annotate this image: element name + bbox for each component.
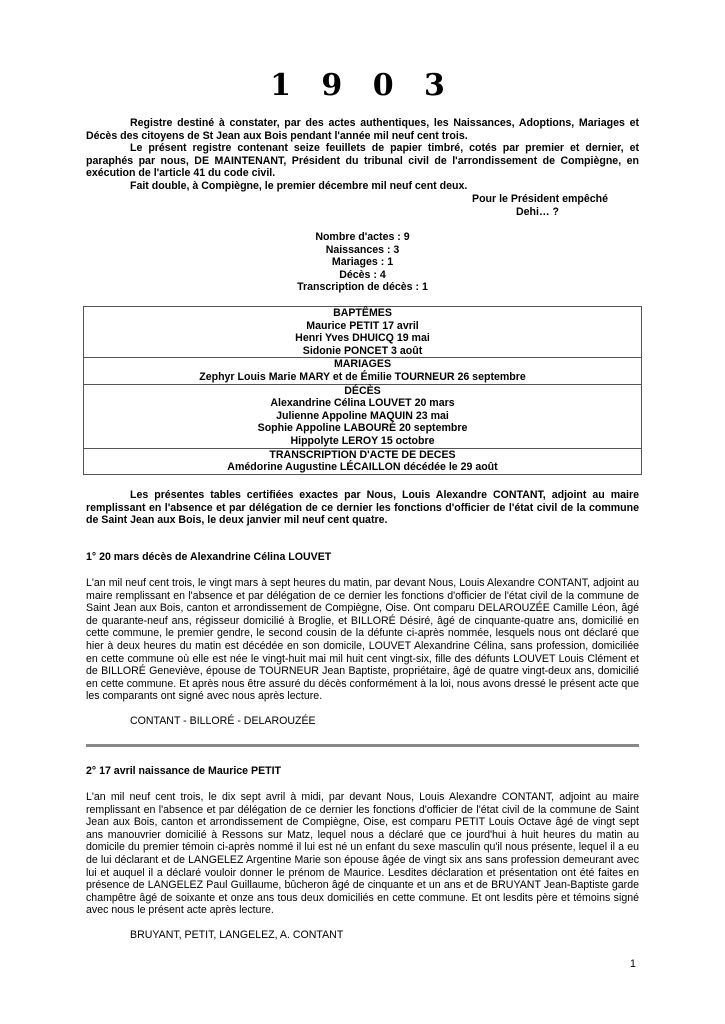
acte2-heading: 2° 17 avril naissance de Maurice PETIT xyxy=(86,765,282,777)
table-entry: Sophie Appoline LABOURÉ 20 septembre xyxy=(257,422,468,435)
page-number: 1 xyxy=(630,958,636,970)
table-entry: Zephyr Louis Marie MARY et de Émilie TOURNEUR 26 septembre xyxy=(199,370,526,383)
section-heading-baptemes: BAPTÊMES xyxy=(333,307,392,319)
table-row xyxy=(84,358,642,384)
table-entry: Julienne Appoline MAQUIN 23 mai xyxy=(276,409,449,422)
signature-line-1: Pour le Président empêché xyxy=(472,193,609,205)
count-line: Mariages : 1 xyxy=(331,256,394,269)
table-entry: Alexandrine Célina LOUVET 20 mars xyxy=(270,397,455,410)
section-heading-deces: DÉCÈS xyxy=(344,384,381,397)
count-line: Transcription de décès : 1 xyxy=(297,281,428,294)
president-signature xyxy=(86,193,639,218)
count-line: Décès : 4 xyxy=(339,268,386,281)
transcription-cell xyxy=(84,448,642,474)
page-title: 1 9 0 3 xyxy=(270,68,455,103)
section-heading-transcription: TRANSCRIPTION D'ACTE DE DECES xyxy=(269,448,456,461)
table-entry: Sidonie PONCET 3 août xyxy=(302,344,423,357)
table-entry: Maurice PETIT 17 avril xyxy=(306,319,419,332)
table-row xyxy=(84,384,642,448)
act-counts xyxy=(86,231,639,294)
mariages-cell xyxy=(84,358,642,384)
table-entry: Hippolyte LEROY 15 octobre xyxy=(290,434,435,447)
count-line: Naissances : 3 xyxy=(325,243,400,256)
section-heading-mariages: MARIAGES xyxy=(333,358,392,371)
acte1-heading: 1° 20 mars décès de Alexandrine Célina LOUVET xyxy=(86,551,332,563)
count-line: Nombre d'actes : 9 xyxy=(315,231,410,243)
intro-paragraph-3: Fait double, à Compiègne, le premier décembre mil neuf cent deux. xyxy=(130,179,468,192)
section-divider xyxy=(86,744,639,747)
register-intro xyxy=(86,117,639,193)
acte1-signatures: CONTANT - BILLORÉ - DELAROUZÉE xyxy=(130,715,316,727)
acte1-text: L'an mil neuf cent trois, le vingt mars à sept heures du matin, par devant Nous, Louis Alexandre CONTANT, adjoint au maire remplissant en l'absence et par délégation de ce dernier les fonctions d'officier de l'état civil de la commune de Saint Jean aux Bois, canton et arrondissement de Compiègne, Oise. Ont comparu DELAROUZÉE Camille Léon, âgé de quarante-neuf ans, régisseur domicilié à Broglie, et BILLORÉ Désiré, âgé de cinquante-quatre ans, domicilié en cette commune, le premier gendre, le second cousin de la défunte ci-après nommée, lesquels nous ont déclaré que hier à deux heures du matin est décédée en son domicile, LOUVET Alexandrine Célina, sans profession, domiciliée en cette commune où elle est née le vingt-huit mai mil huit cent vingt-six, fille des défunts LOUVET Louis Clément et de BILLORÉ Geneviève, épouse de TOURNEUR Jean Baptiste, propriétaire, âgé de quatre vingt-deux ans, domicilié en cette commune. Et après nous être assuré du décès conformément à la loi, nous avons dressé le présent acte que les comparants ont signé avec nous après lecture. xyxy=(86,577,639,703)
register-table xyxy=(83,306,642,475)
intro-paragraph-1: Registre destiné à constater, par des actes authentiques, les Naissances, Adoptions, Mariages et Décès des citoyens de St Jean aux Bois pendant l'année mil neuf cent trois. xyxy=(86,117,639,142)
table-entry: Amédorine Augustine LÉCAILLON décédée le 29 août xyxy=(227,461,498,474)
acte2-text: L'an mil neuf cent trois, le dix sept avril à midi, par devant Nous, Louis Alexandre CONTANT, adjoint au maire remplissant en l'absence et par délégation de ce dernier les fonctions d'officier de l'état civil de la commune de Saint Jean aux Bois, canton et arrondissement de Compiègne, Oise, est comparu PETIT Louis Octave âgé de vingt sept ans manouvrier domicilié à Ressons sur Matz, lequel nous a déclaré que ce jourd'hui à huit heures du matin au domicile du premier témoin ci-après nommé il lui est né un enfant du sexe masculin qu'il nous présente, lequel il a eu de lui déclarant et de LANGELEZ Argentine Marie son épouse âgée de vingt six ans sans profession demeurant avec lui et auquel il a déclaré vouloir donner le prénom de Maurice. Lesdites déclaration et présentation ont été faites en présence de LANGELEZ Paul Guillaume, bûcheron âgé de cinquante et un ans et de BRUYANT Jean-Baptiste garde champêtre âgé de soixante et onze ans tous deux domiciliés en cette commune. Et ont lesdits père et témoins signé avec nous le présent acte après lecture. xyxy=(86,791,639,917)
signature-line-2: Dehi… ? xyxy=(516,205,559,218)
table-row xyxy=(84,448,642,474)
certification-paragraph: Les présentes tables certifiées exactes par Nous, Louis Alexandre CONTANT, adjoint au maire remplissant en l'absence et par délégation de ce dernier les fonctions d'officier de l'état civil de la commune de Saint Jean aux Bois, le deux janvier mil neuf cent quatre. xyxy=(86,489,639,527)
deces-cell xyxy=(84,384,642,448)
acte2-signatures: BRUYANT, PETIT, LANGELEZ, A. CONTANT xyxy=(130,929,344,941)
table-entry: Henri Yves DHUICQ 19 mai xyxy=(295,332,430,345)
baptemes-cell xyxy=(84,307,642,358)
table-row xyxy=(84,307,642,358)
intro-paragraph-2: Le présent registre contenant seize feuillets de papier timbré, cotés par premier et dernier, et paraphés par nous, DE MAINTENANT, Président du tribunal civil de l'arrondissement de Compiègne, en exécution de l'article 41 du code civil. xyxy=(86,142,639,180)
